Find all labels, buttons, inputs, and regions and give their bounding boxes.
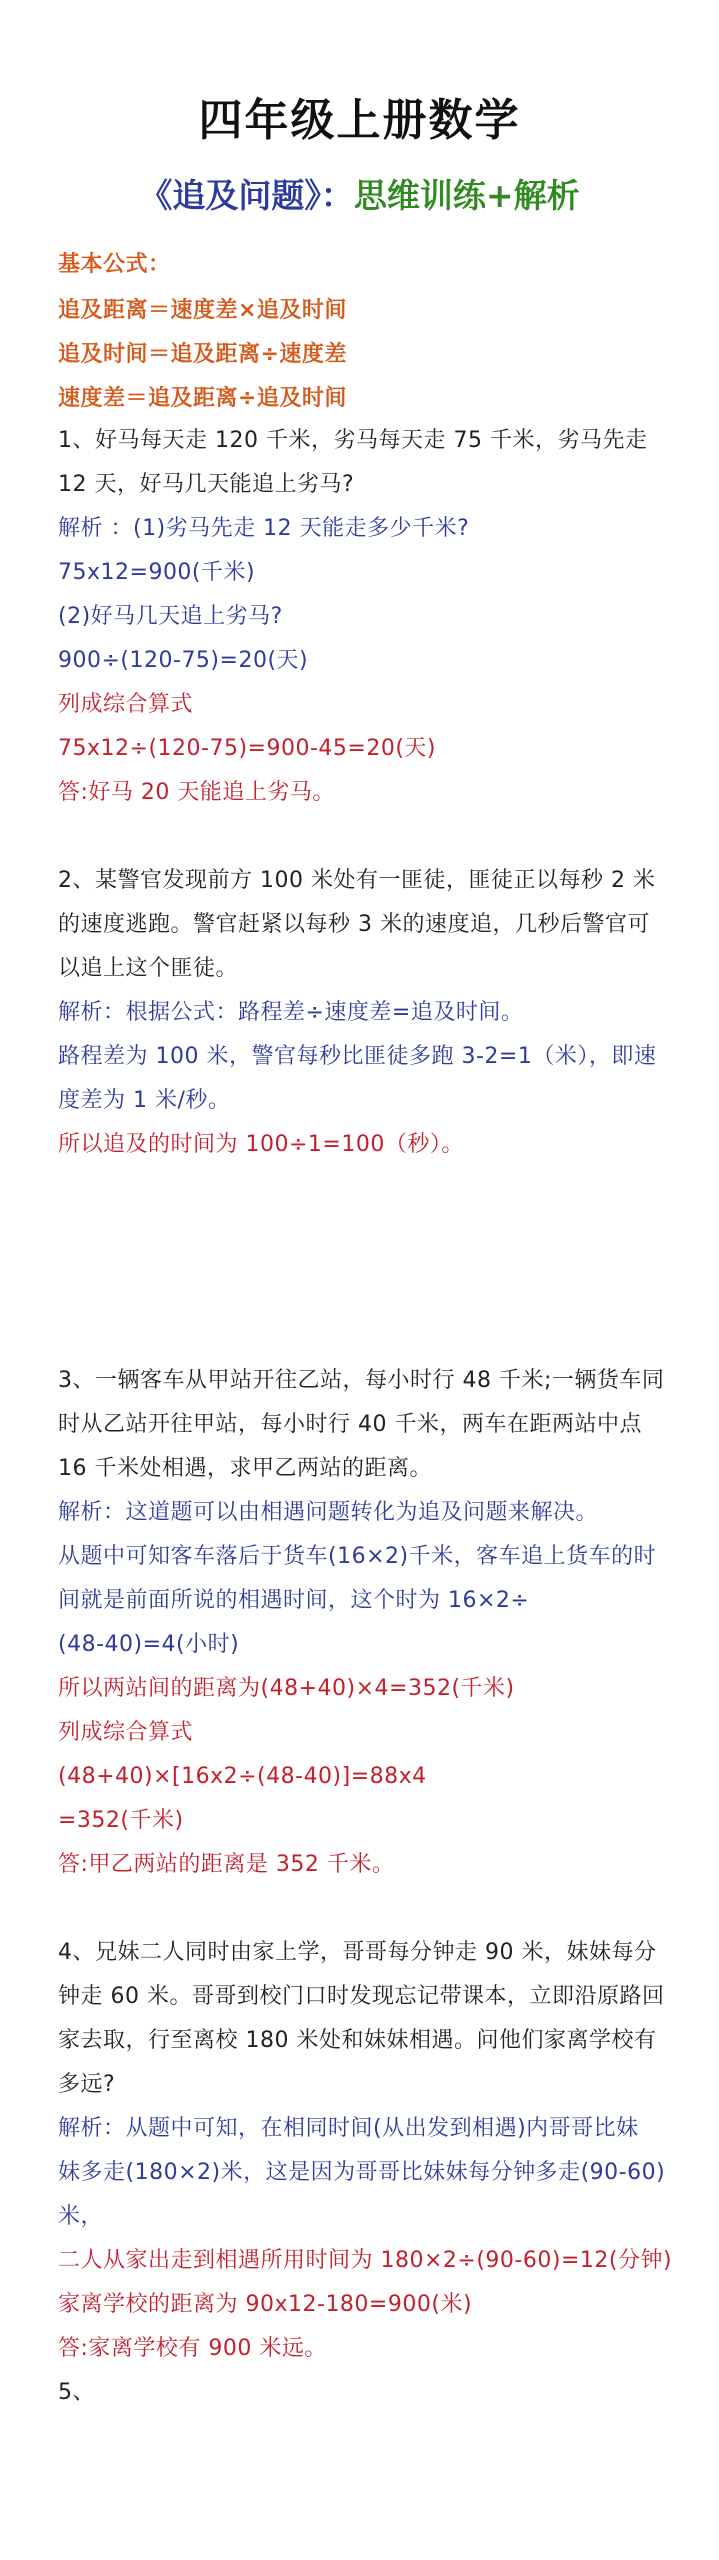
analysis-line: 度差为 1 米/秒。 [58, 1088, 231, 1113]
formula-heading: 基本公式： [58, 252, 171, 277]
analysis-line: 米， [58, 2204, 104, 2229]
analysis-line: 解析：这道题可以由相遇问题转化为追及问题来解决。 [58, 1500, 599, 1525]
problem-text: 16 千米处相遇，求甲乙两站的距离。 [58, 1456, 432, 1481]
analysis-line: (48-40)=4(小时) [58, 1632, 240, 1657]
conclusion-line: 二人从家出走到相遇所用时间为 180×2÷(90-60)=12(分钟) [58, 2248, 673, 2273]
analysis-line: 路程差为 100 米，警官每秒比匪徒多跑 3-2=1（米），即速 [58, 1044, 657, 1069]
page-subtitle [0, 170, 719, 217]
analysis-line: 解析：根据公式：路程差÷速度差=追及时间。 [58, 1000, 524, 1025]
conclusion-line: =352(千米) [58, 1808, 184, 1833]
answer-line: 答:家离学校有 900 米远。 [58, 2336, 327, 2361]
problem-text: 3、一辆客车从甲站开往乙站，每小时行 48 千米;一辆货车同 [58, 1368, 665, 1393]
conclusion-line: 所以两站间的距离为(48+40)×4=352(千米) [58, 1676, 515, 1701]
problem-text: 2、某警官发现前方 100 米处有一匪徒，匪徒正以每秒 2 米 [58, 868, 656, 893]
conclusion-line: (48+40)×[16x2÷(48-40)]=88x4 [58, 1764, 427, 1789]
conclusion-line: 家离学校的距离为 90x12-180=900(米) [58, 2292, 473, 2317]
subtitle-tagline: 思维训练+解析 [353, 176, 580, 215]
analysis-line: 900÷(120-75)=20(天) [58, 648, 309, 673]
problem-text: 4、兄妹二人同时由家上学，哥哥每分钟走 90 米，妹妹每分 [58, 1940, 657, 1965]
problem-text: 时从乙站开往甲站，每小时行 40 千米，两车在距两站中点 [58, 1412, 642, 1437]
problem-text: 5、 [58, 2380, 95, 2405]
conclusion-line: 列成综合算式 [58, 692, 194, 717]
answer-line: 答:好马 20 天能追上劣马。 [58, 780, 335, 805]
answer-line: 答:甲乙两站的距离是 352 千米。 [58, 1852, 395, 1877]
analysis-line: 解析：从题中可知，在相同时间(从出发到相遇)内哥哥比妹 [58, 2116, 639, 2141]
analysis-line: 解析 ：(1)劣马先走 12 天能走多少千米? [58, 516, 470, 541]
problem-text: 多远? [58, 2072, 116, 2097]
problem-text: 的速度逃跑。警官赶紧以每秒 3 米的速度追，几秒后警官可 [58, 912, 650, 937]
formula-line: 追及时间＝追及距离÷速度差 [58, 342, 347, 367]
formula-line: 速度差＝追及距离÷追及时间 [58, 386, 347, 411]
analysis-line: 间就是前面所说的相遇时间，这个时为 16×2÷ [58, 1588, 530, 1613]
problem-text: 钟走 60 米。哥哥到校门口时发现忘记带课本，立即沿原路回 [58, 1984, 665, 2009]
problem-text: 1、好马每天走 120 千米，劣马每天走 75 千米，劣马先走 [58, 428, 648, 453]
subtitle-topic: 《追及问题》： [139, 176, 354, 215]
problem-text: 12 天，好马几天能追上劣马? [58, 472, 355, 497]
analysis-line: 从题中可知客车落后于货车(16×2)千米，客车追上货车的时 [58, 1544, 657, 1569]
problem-text: 以追上这个匪徒。 [58, 956, 239, 981]
formula-line: 追及距离＝速度差×追及时间 [58, 298, 347, 323]
analysis-line: 妹多走(180×2)米，这是因为哥哥比妹妹每分钟多走(90-60) [58, 2160, 666, 2185]
conclusion-line: 75x12÷(120-75)=900-45=20(天) [58, 736, 436, 761]
page-title: 四年级上册数学 [198, 95, 521, 146]
problem-text: 家去取，行至离校 180 米处和妹妹相遇。问他们家离学校有 [58, 2028, 657, 2053]
analysis-line: (2)好马几天追上劣马? [58, 604, 283, 629]
conclusion-line: 列成综合算式 [58, 1720, 194, 1745]
analysis-line: 75x12=900(千米) [58, 560, 256, 585]
answer-line: 所以追及的时间为 100÷1=100（秒）。 [58, 1132, 464, 1157]
